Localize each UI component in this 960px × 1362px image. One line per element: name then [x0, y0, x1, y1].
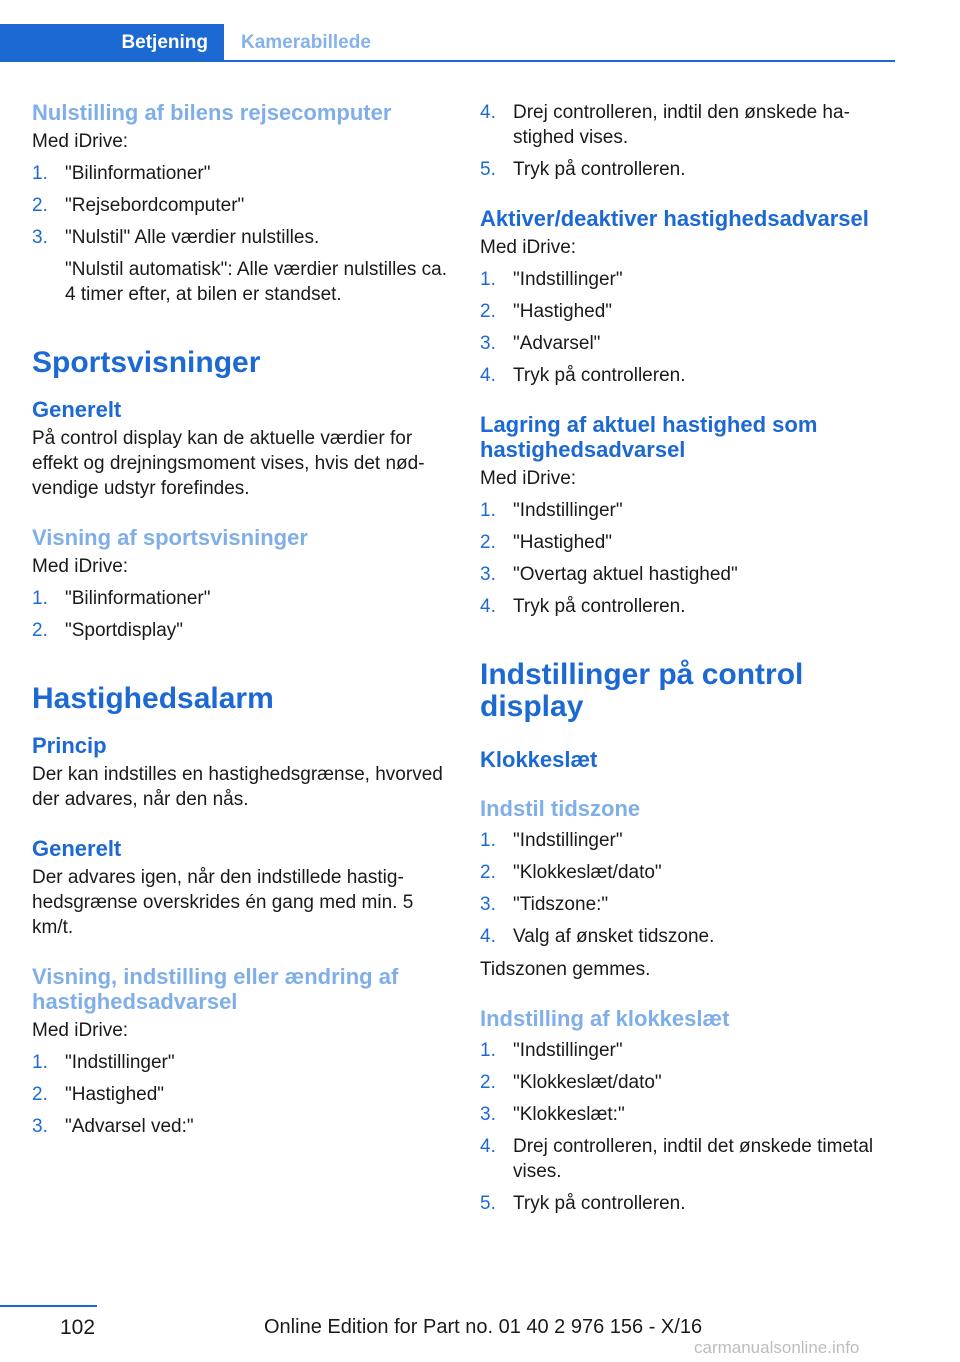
list-text: Drej controlleren, indtil den ønskede hastighed vises. — [513, 102, 850, 148]
paragraph-idrive-intro: Med iDrive: — [32, 556, 129, 577]
list-item — [480, 299, 900, 324]
list-item — [32, 1114, 452, 1139]
paragraph-principle: Der kan indstilles en hastighedsgrænse, hvorved der advares, når den nås. — [32, 764, 443, 810]
list-item — [480, 828, 900, 853]
list-text: "Indstillinger" — [65, 1052, 175, 1073]
list-number: 3. — [32, 1116, 48, 1137]
list-text: "Indstillinger" — [513, 269, 623, 290]
list-text: "Indstillinger" — [513, 830, 623, 851]
list-text: "Sportdisplay" — [65, 620, 184, 641]
list-number: 3. — [480, 1104, 496, 1125]
list-text: "Klokkeslæt:" — [513, 1104, 625, 1125]
heading-set-clock: Indstilling af klokkeslæt — [480, 1006, 730, 1031]
list-text: "Indstillinger" — [513, 500, 623, 521]
list-text: Tryk på controlleren. — [513, 365, 686, 386]
list-number: 4. — [480, 365, 496, 386]
list-number: 2. — [480, 532, 496, 553]
heading-clock: Klokkeslæt — [480, 747, 598, 772]
list-item — [32, 1050, 452, 1075]
paragraph-idrive-intro: Med iDrive: — [32, 1020, 129, 1041]
list-text: "Rejsebordcomputer" — [65, 195, 245, 216]
list-text: "Hastighed" — [513, 532, 613, 553]
heading-alarm-general: Generelt — [32, 836, 122, 861]
list-number: 2. — [32, 195, 48, 216]
heading-reset-trip-computer: Nulstilling af bilens rejsecomputer — [32, 100, 392, 125]
list-item — [480, 924, 900, 949]
list-text: "Advarsel ved:" — [65, 1116, 194, 1137]
tab-betjening[interactable]: Betjening — [0, 24, 224, 62]
list-item — [480, 1038, 900, 1063]
list-set-timezone — [480, 828, 900, 949]
heading-sport-view: Visning af sportsvisninger — [32, 525, 308, 550]
page-number: 102 — [60, 1316, 96, 1339]
watermark: carmanualsonline.info — [694, 1338, 860, 1357]
list-number: 2. — [480, 1072, 496, 1093]
list-item — [32, 161, 452, 186]
heading-sportsvisninger: Sportsvisninger — [32, 346, 261, 379]
list-number: 1. — [480, 1040, 496, 1061]
list-item — [480, 1102, 900, 1127]
list-set-clock — [480, 1038, 900, 1216]
list-number: 4. — [480, 596, 496, 617]
heading-store-current-speed: Lagring af aktuel hastighed som hastighedsadvarsel — [480, 412, 818, 462]
paragraph-sport-general: På control display kan de aktuelle værdier for effekt og drejningsmoment vises, hvis det nødvendige udstyr forefindes. — [32, 428, 425, 499]
list-item — [480, 562, 900, 587]
list-text: "Hastighed" — [513, 301, 613, 322]
list-number: 2. — [32, 620, 48, 641]
list-store-current-speed — [480, 498, 900, 619]
list-number: 1. — [32, 1052, 48, 1073]
list-item — [480, 860, 900, 885]
list-reset-trip-computer — [32, 161, 452, 307]
list-number: 1. — [480, 830, 496, 851]
list-item — [480, 100, 900, 150]
list-number: 3. — [480, 564, 496, 585]
list-number: 1. — [480, 269, 496, 290]
list-item — [480, 530, 900, 555]
list-item — [480, 1134, 900, 1184]
edition-note: Online Edition for Part no. 01 40 2 976 156 - X/16 — [264, 1316, 703, 1338]
list-number: 3. — [480, 894, 496, 915]
list-text: "Nulstil" Alle værdier nulstilles. — [65, 227, 320, 248]
list-text: "Hastighed" — [65, 1084, 165, 1105]
footer-rule — [0, 1305, 97, 1307]
list-text: "Bilinformationer" — [65, 163, 211, 184]
list-item — [32, 225, 452, 307]
list-item — [480, 157, 900, 182]
heading-toggle-speed-warning: Aktiver/deaktiver hastighedsadvarsel — [480, 206, 869, 231]
list-number: 5. — [480, 159, 496, 180]
list-number: 5. — [480, 1193, 496, 1214]
list-item — [32, 618, 452, 643]
list-item — [480, 498, 900, 523]
list-continuation: "Nulstil automatisk": Alle værdier nulstilles ca. 4 timer efter, at bilen er standset. — [65, 259, 448, 305]
list-text: "Indstillinger" — [513, 1040, 623, 1061]
list-text: Tryk på controlleren. — [513, 159, 686, 180]
list-item — [480, 331, 900, 356]
paragraph-idrive-intro: Med iDrive: — [480, 468, 577, 489]
right-column — [480, 100, 900, 1216]
list-item — [480, 363, 900, 388]
heading-sport-general: Generelt — [32, 397, 122, 422]
heading-set-timezone: Indstil tidszone — [480, 796, 641, 821]
paragraph-timezone-saved: Tidszonen gemmes. — [480, 959, 651, 980]
list-text: "Tidszone:" — [513, 894, 609, 915]
tab-kamerabillede[interactable]: Kamerabillede — [241, 32, 371, 53]
list-text: "Bilinformationer" — [65, 588, 211, 609]
list-item — [32, 193, 452, 218]
list-number: 4. — [480, 926, 496, 947]
list-item — [480, 594, 900, 619]
header-rule — [0, 60, 895, 62]
list-number: 3. — [32, 227, 48, 248]
paragraph-idrive-intro: Med iDrive: — [480, 237, 577, 258]
list-number: 2. — [480, 862, 496, 883]
list-item — [480, 267, 900, 292]
list-item — [32, 586, 452, 611]
list-number: 2. — [32, 1084, 48, 1105]
list-text: "Advarsel" — [513, 333, 601, 354]
left-column — [32, 100, 452, 1139]
heading-control-display-settings: Indstillinger på control display — [480, 658, 804, 723]
list-text: "Klokkeslæt/dato" — [513, 862, 662, 883]
list-text: "Overtag aktuel hastighed" — [513, 564, 738, 585]
list-number: 1. — [32, 588, 48, 609]
list-item — [480, 892, 900, 917]
heading-principle: Princip — [32, 733, 107, 758]
list-text: "Klokkeslæt/dato" — [513, 1072, 662, 1093]
list-item — [32, 1082, 452, 1107]
list-text: Tryk på controlleren. — [513, 596, 686, 617]
list-number: 4. — [480, 102, 496, 123]
chapter-header — [0, 24, 895, 62]
list-text: Valg af ønsket tidszone. — [513, 926, 715, 947]
list-sport-view — [32, 586, 452, 643]
list-item — [480, 1191, 900, 1216]
heading-hastighedsalarm: Hastighedsalarm — [32, 682, 274, 715]
list-alarm-view — [32, 1050, 452, 1139]
list-number: 1. — [32, 163, 48, 184]
list-text: Tryk på controlleren. — [513, 1193, 686, 1214]
list-text: Drej controlleren, indtil det ønskede timetal vises. — [513, 1136, 874, 1182]
list-number: 3. — [480, 333, 496, 354]
list-alarm-view-continued — [480, 100, 900, 182]
heading-alarm-view: Visning, indstilling eller ændring af hastighedsadvarsel — [32, 964, 399, 1014]
list-number: 2. — [480, 301, 496, 322]
list-number: 1. — [480, 500, 496, 521]
list-toggle-speed-warning — [480, 267, 900, 388]
list-item — [480, 1070, 900, 1095]
paragraph-alarm-general: Der advares igen, når den indstillede hastighedsgrænse overskrides én gang med min. 5 km/t. — [32, 867, 414, 938]
paragraph-idrive-intro: Med iDrive: — [32, 131, 129, 152]
list-number: 4. — [480, 1136, 496, 1157]
